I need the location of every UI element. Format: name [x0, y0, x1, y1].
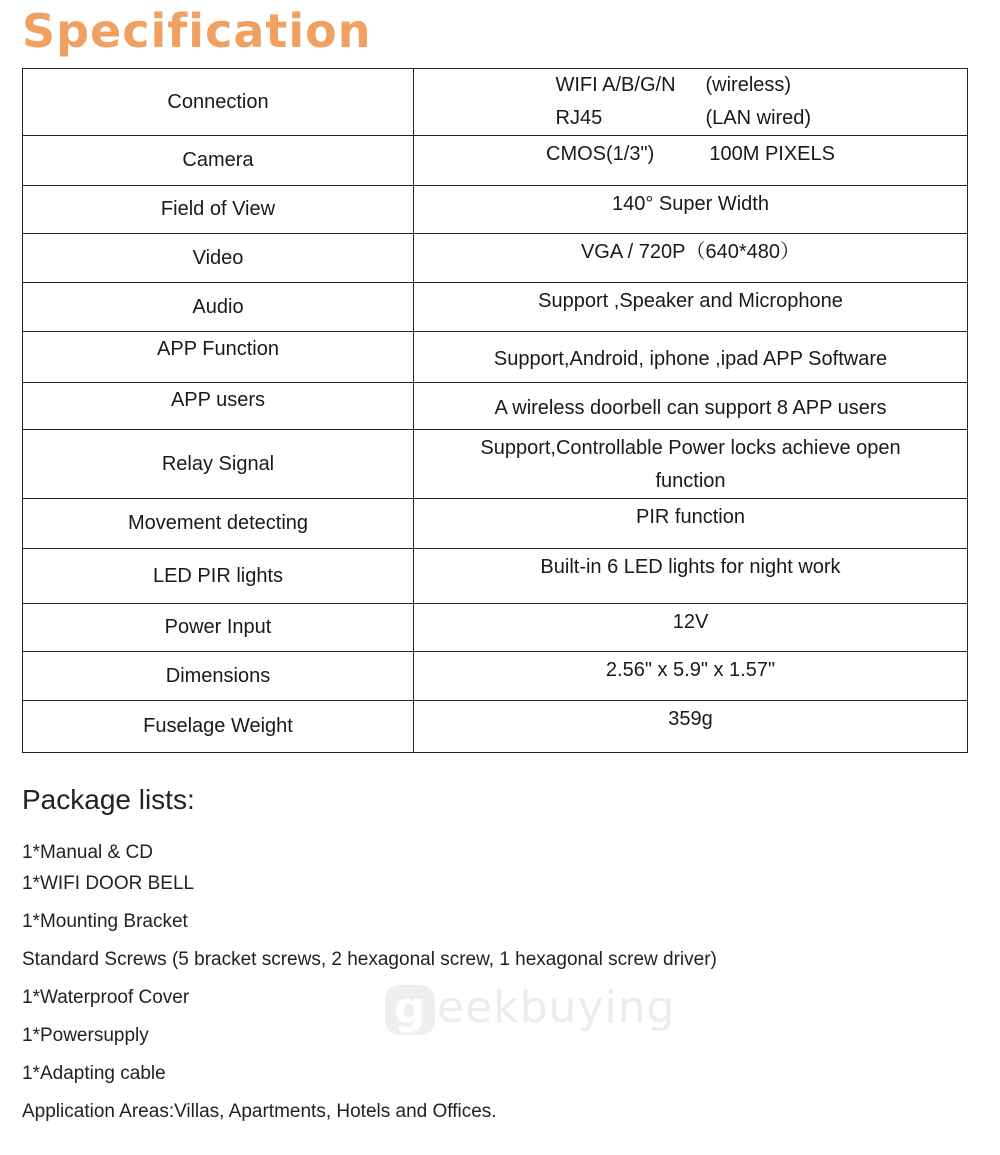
connection-rj45: RJ45: [555, 107, 603, 129]
package-item: 1*Adapting cable: [22, 1063, 166, 1084]
spec-row: [23, 186, 968, 234]
spec-label: LED PIR lights: [23, 549, 414, 604]
spec-label: Power Input: [23, 604, 414, 652]
package-item: 1*Mounting Bracket: [22, 911, 188, 932]
spec-label: Fuselage Weight: [23, 701, 414, 753]
spec-value-connection: [414, 69, 968, 136]
spec-row: [23, 499, 968, 549]
camera-pixels: 100M PIXELS: [709, 143, 835, 165]
spec-value: PIR function: [414, 499, 968, 549]
package-item: 1*WIFI DOOR BELL: [22, 873, 195, 894]
spec-value: 140° Super Width: [414, 186, 968, 234]
page-title: Specification: [22, 4, 372, 58]
geekbuying-watermark: [385, 982, 676, 1035]
spec-label: Video: [23, 234, 414, 283]
spec-table: [22, 68, 968, 753]
spec-row: [23, 383, 968, 430]
spec-label: Field of View: [23, 186, 414, 234]
package-item: Standard Screws (5 bracket screws, 2 hexagonal screw, 1 hexagonal screw driver): [22, 949, 717, 970]
watermark-logo-icon: g: [385, 985, 435, 1035]
spec-value: A wireless doorbell can support 8 APP users: [414, 383, 968, 430]
spec-row: [23, 701, 968, 753]
camera-sensor: CMOS(1/3"): [546, 143, 655, 165]
package-item: 1*Powersupply: [22, 1025, 149, 1046]
application-areas: Application Areas:Villas, Apartments, Hotels and Offices.: [22, 1101, 497, 1122]
spec-label: Camera: [23, 136, 414, 186]
package-title: Package lists:: [22, 784, 195, 815]
spec-value: Support,Android, iphone ,ipad APP Software: [414, 332, 968, 383]
spec-label: Movement detecting: [23, 499, 414, 549]
spec-row: [23, 234, 968, 283]
spec-label: Relay Signal: [23, 430, 414, 499]
spec-label: Connection: [23, 69, 414, 136]
package-item: 1*Manual & CD: [22, 842, 153, 863]
spec-label: APP users: [23, 383, 414, 430]
spec-label: APP Function: [23, 332, 414, 383]
spec-value: 359g: [414, 701, 968, 753]
watermark-text: eekbuying: [437, 982, 676, 1033]
spec-row-camera: [23, 136, 968, 186]
package-item: 1*Waterproof Cover: [22, 987, 190, 1008]
spec-value: 2.56" x 5.9" x 1.57": [414, 652, 968, 701]
spec-value-camera: [414, 136, 968, 186]
spec-row: [23, 283, 968, 332]
spec-label: Audio: [23, 283, 414, 332]
spec-row: [23, 430, 968, 499]
spec-row: [23, 652, 968, 701]
spec-row: [23, 604, 968, 652]
spec-label: Dimensions: [23, 652, 414, 701]
spec-row: [23, 332, 968, 383]
connection-wifi: WIFI A/B/G/N: [555, 74, 676, 96]
spec-row: [23, 549, 968, 604]
spec-value: Support,Controllable Power locks achieve open function: [414, 430, 968, 499]
connection-wifi-note: (wireless): [705, 74, 792, 96]
spec-value: Support ,Speaker and Microphone: [414, 283, 968, 332]
spec-value: VGA / 720P（640*480）: [414, 234, 968, 283]
spec-row-connection: [23, 69, 968, 136]
spec-value: 12V: [414, 604, 968, 652]
spec-value: Built-in 6 LED lights for night work: [414, 549, 968, 604]
connection-rj45-note: (LAN wired): [705, 107, 812, 129]
